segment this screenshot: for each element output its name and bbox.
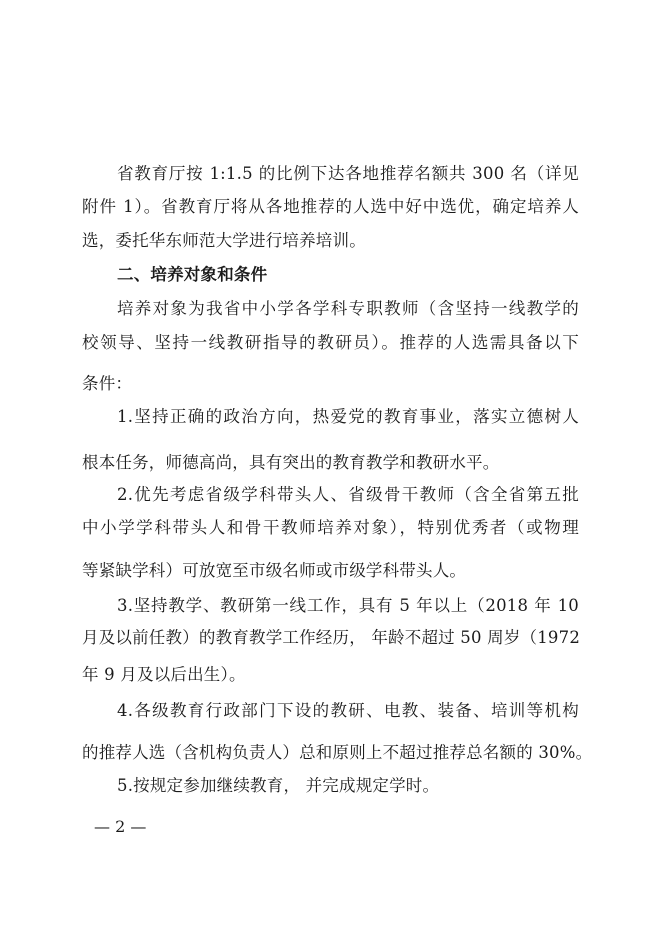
condition-item: 5.按规定参加继续教育， 并完成规定学时。 [117, 776, 440, 795]
paragraph-line: 校领导、坚持一线教研指导的教研员）。推荐的人选需具备以下 [82, 333, 579, 352]
paragraph-line: 选，委托华东师范大学进行培养培训。 [82, 231, 366, 250]
condition-item-line: 的推荐人选（含机构负责人）总和原则上不超过推荐总名额的 30%。 [82, 743, 593, 762]
condition-item-line: 等紧缺学科）可放宽至市级名师或市级学科带头人。 [82, 561, 467, 580]
paragraph-line: 培养对象为我省中小学各学科专职教师（含坚持一线教学的 [117, 299, 579, 318]
paragraph-line: 附件 1）。省教育厅将从各地推荐的人选中好中选优，确定培养人 [82, 197, 579, 216]
condition-item-line: 年 9 月及以后出生）。 [82, 665, 246, 684]
condition-item-line: 月及以前任教）的教育教学工作经历， 年龄不超过 50 周岁（1972 [82, 628, 581, 647]
condition-item: 1.坚持正确的政治方向，热爱党的教育事业，落实立德树人 [117, 407, 579, 426]
condition-item: 3.坚持教学、教研第一线工作，具有 5 年以上（2018 年 10 [117, 596, 579, 615]
section-heading: 二、培养对象和条件 [117, 265, 268, 284]
condition-item-line: 中小学学科带头人和骨干教师培养对象），特别优秀者（或物理 [82, 518, 579, 537]
condition-item: 4.各级教育行政部门下设的教研、电教、装备、培训等机构 [117, 701, 579, 720]
paragraph-line: 省教育厅按 1:1.5 的比例下达各地推荐名额共 300 名（详见 [117, 164, 579, 183]
condition-item: 2.优先考虑省级学科带头人、省级骨干教师（含全省第五批 [117, 485, 579, 504]
condition-item-line: 根本任务，师德高尚，具有突出的教育教学和教研水平。 [82, 453, 500, 472]
paragraph-line: 条件： [82, 374, 133, 393]
page-number: — 2 — [94, 817, 147, 836]
